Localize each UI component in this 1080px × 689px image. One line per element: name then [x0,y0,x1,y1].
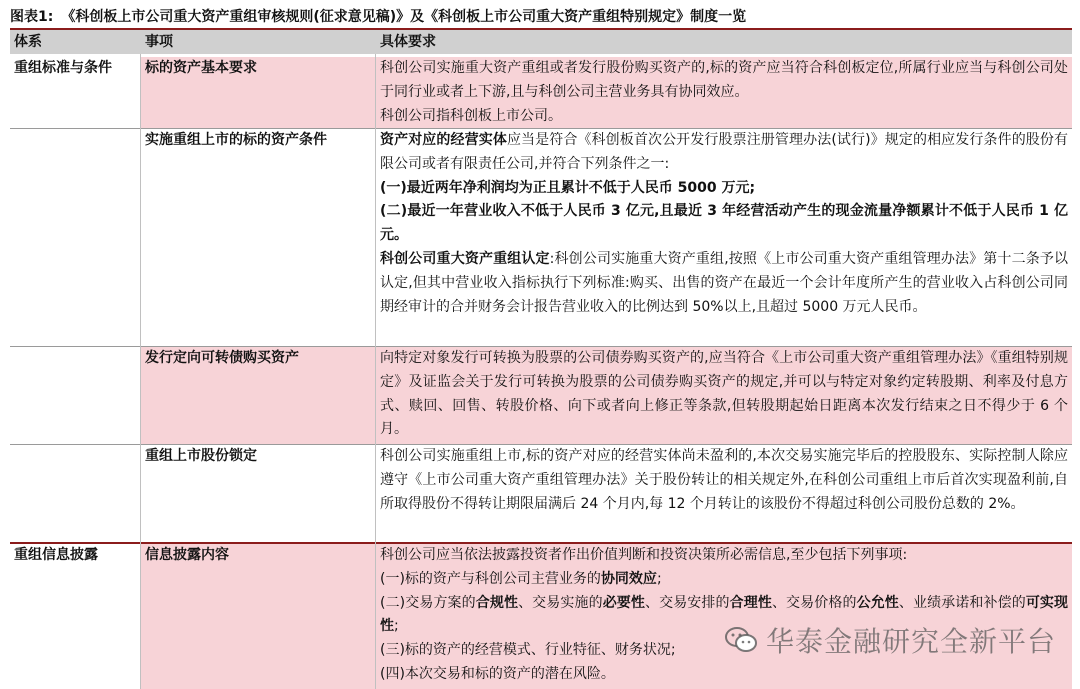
system-label: 重组标准与条件 [14,60,112,76]
system-cell [10,445,140,542]
item-cell [141,129,375,346]
disclosure-emphasis: 必要性 [602,594,645,611]
disclosure-emphasis: 公允性 [856,594,899,611]
requirement-text: 科创公司实施重组上市,标的资产对应的经营实体尚未盈利的,本次交易实施完毕后的控股股东、实际控制人除应遵守《上市公司重大资产重组管理办法》关于股份转让的相关规定外,在科创公司重组上市后首次实现盈利前,自所取得股份不得转让期限届满后 24 个月内,每 12 个月转让的该股份不得超过科创公司股份总数的 2%。 [380,448,1068,512]
disclosure-emphasis: 合理性 [729,594,772,611]
column-separator [375,54,376,689]
watermark [724,620,1056,660]
requirement-emphasis: 科创公司重大资产重组认定 [380,250,550,267]
disclosure-emphasis: 协同效应 [600,570,657,587]
disclosure-item-4: (四)本次交易和标的资产的潜在风险。 [380,665,615,682]
disclosure-emphasis: 合规性 [475,594,519,611]
system-cell [10,129,140,346]
header-requirement: 具体要求 [380,34,436,50]
requirement-cell [376,129,1072,346]
item-label: 信息披露内容 [145,547,229,563]
caption-number: 图表1: [10,9,54,25]
requirement-text: 科创公司应当依法披露投资者作出价值判断和投资决策所必需信息,至少包括下列事项: [380,547,908,563]
header-system: 体系 [14,34,42,50]
system-cell [10,57,140,128]
requirement-text [380,129,1068,177]
column-separator [140,54,141,689]
disclosure-item-3: (三)标的资产的经营模式、行业特征、财务状况; [380,642,676,659]
requirement-text-rest: :科创公司实施重大资产重组,按照《上市公司重大资产重组管理办法》第十二条予以认定,但其中营业收入指标执行下列标准:购买、出售的资产在最近一个会计年度所产生的营业收入占科创公司同期经审计的合并财务会计报告营业收入的比例达到 50%以上,且超过 5000 万元人民币。 [380,250,1068,315]
wechat-icon [724,625,758,655]
requirement-text: 科创公司指科创板上市公司。 [380,107,562,124]
requirement-cell [376,445,1072,542]
disclosure-text: 、交易安排的 [645,594,730,611]
requirement-text-rest: 应当是符合《科创板首次公开发行股票注册管理办法(试行)》规定的相应发行条件的股份有限公司或者有限责任公司,并符合下列条件之一: [380,132,1069,172]
table-caption [10,6,1072,30]
item-cell [141,347,375,444]
requirement-cell [376,544,1072,689]
watermark-text: 华泰金融研究全新平台 [766,625,1057,658]
item-cell [141,445,375,542]
disclosure-text: ; [656,570,662,587]
disclosure-emphasis: 可实现性 [380,594,1069,635]
disclosure-item-1 [380,568,1068,592]
header-item: 事项 [145,34,173,50]
requirement-text: 科创公司实施重大资产重组或者发行股份购买资产的,标的资产应当符合科创板定位,所属行业应当与科创公司处于同行业或者上下游,且与科创公司主营业务具有协同效应。 [380,60,1068,100]
condition-1: (一)最近两年净利润均为正且累计不低于人民币 5000 万元; [380,179,756,196]
requirement-text [380,248,1068,319]
disclosure-text: 、交易价格的 [771,594,857,611]
item-label: 实施重组上市的标的资产条件 [145,132,327,148]
requirement-cell [376,347,1072,444]
system-cell [10,544,140,689]
caption-title: 《科创板上市公司重大资产重组审核规则(征求意见稿)》及《科创板上市公司重大资产重组特别规定》制度一览 [61,9,747,25]
item-label: 标的资产基本要求 [145,60,257,76]
disclosure-text: ; [394,618,399,635]
system-label: 重组信息披露 [14,547,98,563]
disclosure-text: 、交易实施的 [518,594,603,611]
item-label: 发行定向可转债购买资产 [145,350,299,366]
requirement-emphasis: 资产对应的经营实体 [380,132,507,148]
item-cell [141,544,375,689]
item-cell [141,57,375,128]
table-header [10,30,1072,54]
disclosure-text: (一)标的资产与科创公司主营业务的 [380,570,601,587]
disclosure-text: (二)交易方案的 [380,594,476,611]
requirement-cell [376,57,1072,128]
requirement-text: 向特定对象发行可转换为股票的公司债券购买资产的,应当符合《上市公司重大资产重组管理办法》《重组特别规定》及证监会关于发行可转换为股票的公司债券购买资产的规定,并可以与特定对象约定转股期、利率及付息方式、赎回、回售、转股价格、向下或者向上修正等条款,但转股期起始日距离本次发行结束之日不得少于 6 个月。 [380,350,1068,438]
condition-2: (二)最近一年营业收入不低于人民币 3 亿元,且最近 3 年经营活动产生的现金流量净额累计不低于人民币 1 亿元。 [380,203,1068,244]
item-label: 重组上市股份锁定 [145,448,257,464]
disclosure-text: 、业绩承诺和补偿的 [898,594,1026,611]
system-cell [10,347,140,444]
